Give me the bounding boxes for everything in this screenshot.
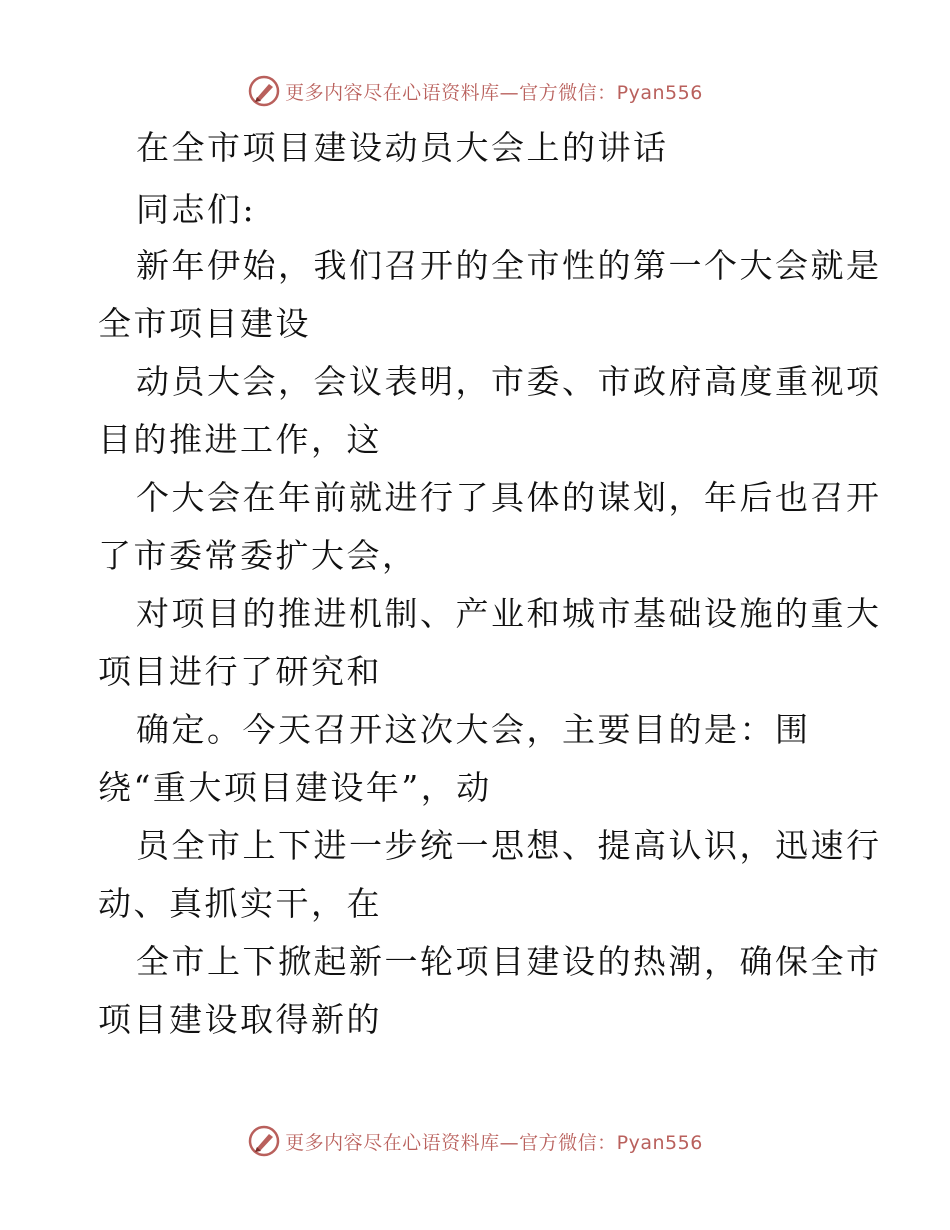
document-title: 在全市项目建设动员大会上的讲话 [136,128,669,167]
paragraph-line: 对项目的推进机制、产业和城市基础设施的重大 [136,594,882,633]
paragraph-line: 绕“重大项目建设年”，动 [98,768,492,807]
footer-banner [0,1121,950,1161]
banner-text: 更多内容尽在心语资料库—官方微信：Pyan556 [285,81,703,104]
banner-text: 更多内容尽在心语资料库—官方微信：Pyan556 [285,1131,703,1154]
paragraph-line: 全市项目建设 [98,304,311,343]
paragraph-line: 个大会在年前就进行了具体的谋划，年后也召开 [136,478,882,517]
paragraph-line: 动员大会，会议表明，市委、市政府高度重视项 [136,362,882,401]
paragraph-line: 全市上下掀起新一轮项目建设的热潮，确保全市 [136,942,882,981]
paragraph-line: 确定。今天召开这次大会，主要目的是：围 [136,710,811,749]
pen-logo-icon [247,1124,281,1158]
paragraph-line: 了市委常委扩大会， [98,536,418,575]
paragraph-line: 员全市上下进一步统一思想、提高认识，迅速行 [136,826,882,865]
paragraph-line: 目的推进工作，这 [98,420,382,459]
greeting: 同志们: [136,190,257,229]
header-banner [0,71,950,111]
paragraph-line: 项目进行了研究和 [98,652,382,691]
paragraph-line: 新年伊始，我们召开的全市性的第一个大会就是 [136,246,882,285]
paragraph-line: 动、真抓实干，在 [98,884,382,923]
pen-logo-icon [247,74,281,108]
paragraph-line: 项目建设取得新的 [98,1000,382,1039]
